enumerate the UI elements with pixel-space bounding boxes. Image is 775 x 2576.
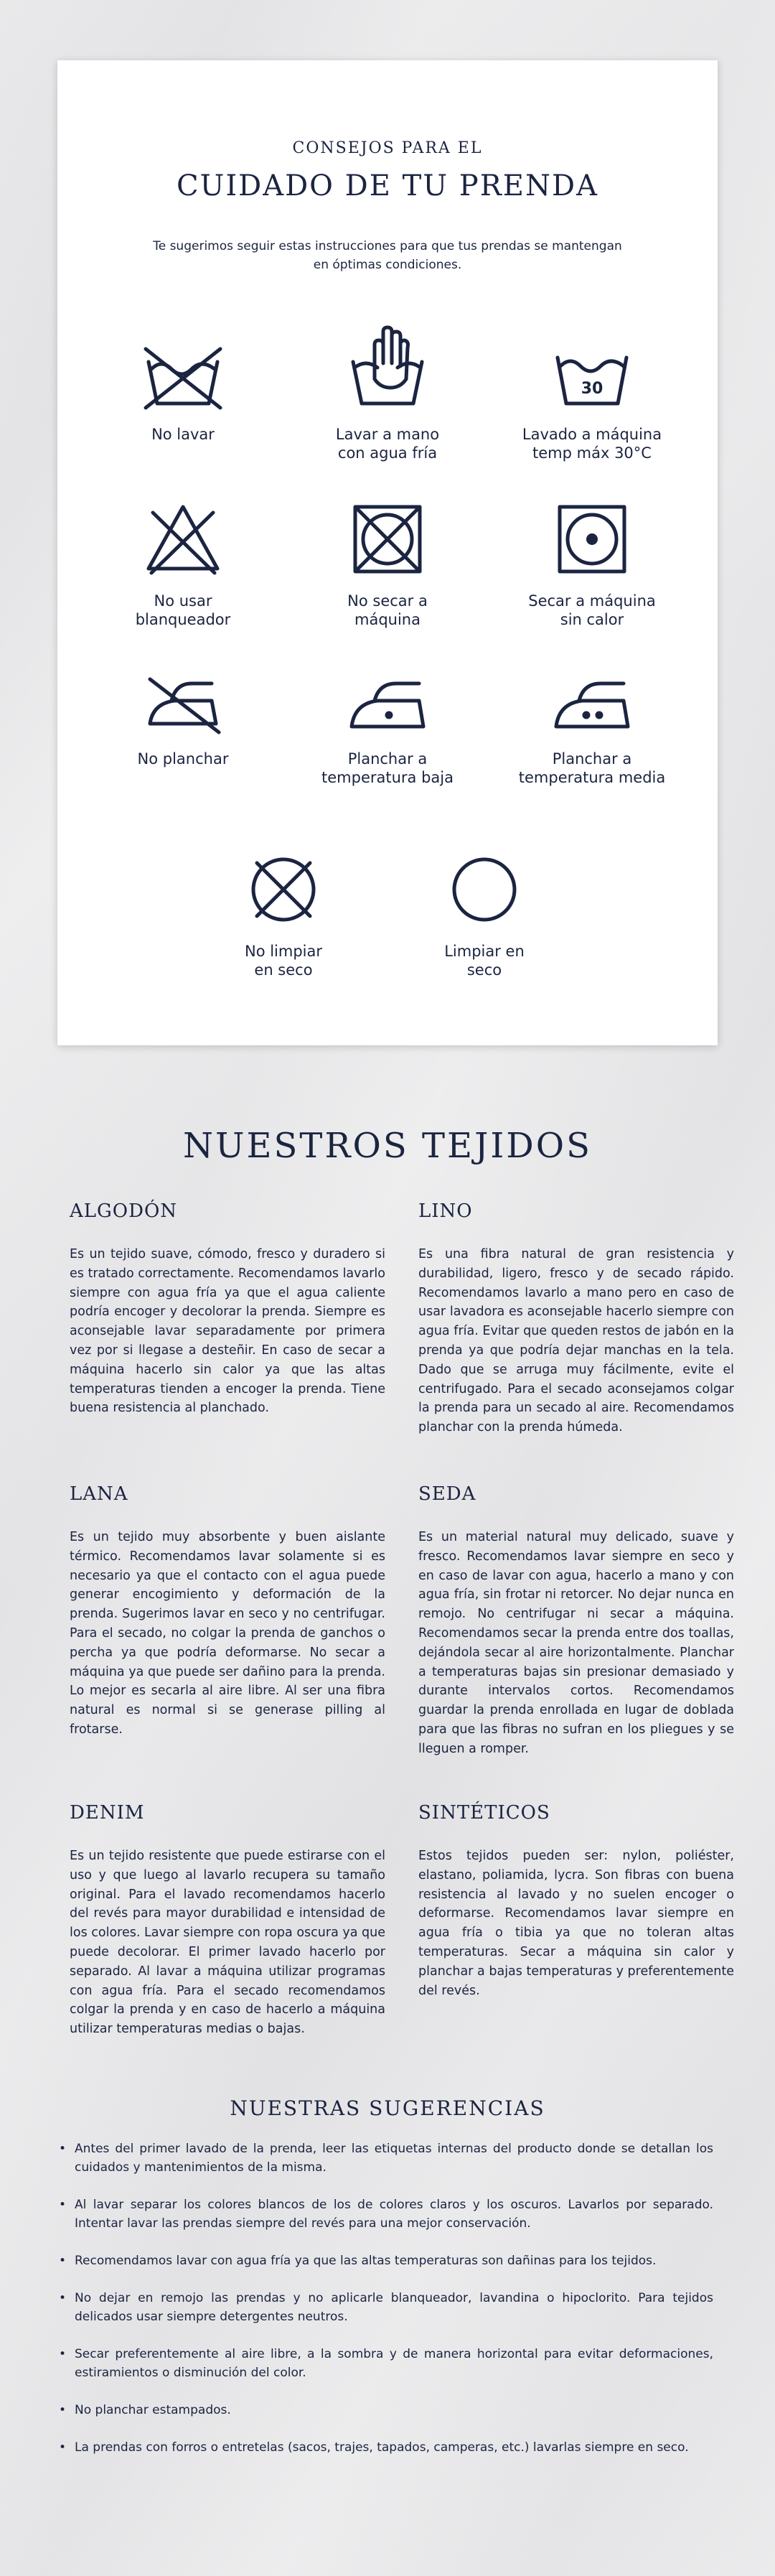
fabric-linen: [418, 1200, 734, 1437]
fabric-name: SINTÉTICOS: [418, 1802, 550, 1824]
suggestion-item: [59, 2139, 713, 2177]
suggestion-item: [59, 2195, 713, 2233]
care-item-no-iron: [75, 672, 291, 768]
fabric-description: Estos tejidos pueden ser: nylon, poliéster, elastano, poliamida, lycra. Son fibras con buena resistencia al lavado y no suelen encoger o deformarse. Recomendamos lavar siempre en agua fría o tibia ya que no toleran altas temperaturas. Secar a máquina sin calor y planchar a bajas temperaturas y preferentemente del revés.: [418, 1849, 734, 1998]
suggestion-text: Al lavar separar los colores blancos de los de colores claros y los oscuros. Lavarlos por separado. Intentar lavar las prendas siempre del revés para una mejor conservación.: [75, 2198, 713, 2231]
bullet: •: [59, 2254, 67, 2268]
fabric-name: SEDA: [418, 1483, 476, 1505]
suggestion-item: [59, 2401, 713, 2419]
fabrics-title: NUESTROS TEJIDOS: [183, 1126, 592, 1166]
bullet: •: [59, 2198, 67, 2212]
suggestion-item: [59, 2438, 713, 2457]
iron-medium-icon: [549, 672, 635, 737]
care-kicker: CONSEJOS PARA EL: [292, 139, 483, 157]
care-item-label: Planchar a temperatura baja: [321, 750, 454, 786]
no-wash-icon: [140, 340, 226, 412]
fabric-description: Es un material natural muy delicado, suave y fresco. Recomendamos lavar siempre en seco y en caso de lavar con agua, hacerlo a mano y con agua fría, sin frotar ni retorcer. No dejar nunca en remojo. No centrifugar ni secar a máquina. Recomendamos secar la prenda entre dos toallas, dejándola secar al aire horizontalmente. Planchar a temperaturas bajas sin presionar demasiado y durante intervalos cortos. Recomendamos guardar la prenda enrollada en lugar de doblada para que las fibras no sufran en los pliegues y se lleguen a romper.: [418, 1530, 734, 1756]
hand-wash-icon: [344, 319, 431, 412]
care-item-hand-wash: [280, 319, 495, 462]
suggestion-text: Secar preferentemente al aire libre, a la sombra y de manera horizontal para evitar deformaciones, estiramientos o disminución del color.: [75, 2347, 713, 2380]
fabric-name: DENIM: [70, 1802, 145, 1824]
dry-clean-icon: [445, 850, 524, 929]
care-item-tumble-dry-no-heat: [484, 500, 700, 629]
care-item-machine-wash-30: [484, 340, 700, 462]
no-bleach-icon: [140, 500, 226, 579]
bullet: •: [59, 2347, 67, 2361]
care-item-label: Lavar a mano con agua fría: [335, 426, 440, 462]
suggestion-text: La prendas con forros o entretelas (sacos, trajes, tapados, camperas, etc.) lavarlas siempre en seco.: [75, 2440, 689, 2455]
care-item-iron-medium: [484, 672, 700, 787]
fabric-synthetics: [418, 1802, 734, 2000]
fabric-wool: [70, 1483, 385, 1740]
suggestion-item: [59, 2345, 713, 2382]
fabric-description: Es un tejido suave, cómodo, fresco y duradero si es tratado correctamente. Recomendamos lavarlo siempre con agua fría ya que el agua caliente podría encoger y decolorar la prenda. Siempre es aconsejable lavar separadamente por primera vez por si llegase a desteñir. En caso de secar a máquina hacerlo sin calor ya que las altas temperaturas tienden a encoger la prenda. Tiene buena resistencia al planchado.: [70, 1247, 385, 1416]
no-iron-icon: [140, 672, 226, 737]
care-item-label: Lavado a máquina temp máx 30°C: [522, 426, 662, 462]
suggestions-list: [59, 2139, 713, 2457]
care-item-label: Secar a máquina sin calor: [528, 592, 656, 628]
care-item-label: No secar a máquina: [347, 592, 428, 628]
care-item-label: No planchar: [137, 750, 229, 767]
suggestions-title: NUESTRAS SUGERENCIAS: [230, 2096, 545, 2120]
suggestion-item: [59, 2251, 713, 2270]
no-tumble-dry-icon: [348, 500, 427, 579]
care-item-label: No lavar: [151, 426, 215, 443]
bullet: •: [59, 2142, 67, 2156]
bullet: •: [59, 2403, 67, 2417]
fabric-denim: [70, 1802, 385, 2039]
care-intro: Te sugerimos seguir estas instrucciones para que tus prendas se mantengan en óptimas condiciones.: [153, 239, 622, 272]
fabric-name: ALGODÓN: [70, 1200, 178, 1222]
care-item-label: Limpiar en seco: [444, 943, 525, 979]
care-item-no-dry-clean: [176, 850, 391, 979]
suggestion-text: Recomendamos lavar con agua fría ya que las altas temperaturas son dañinas para los tejidos.: [75, 2254, 657, 2268]
bullet: •: [59, 2440, 67, 2455]
machine-wash-30-icon: [549, 340, 635, 412]
care-title: CUIDADO DE TU PRENDA: [177, 169, 598, 202]
fabric-description: Es un tejido muy absorbente y buen aislante térmico. Recomendamos lavar solamente si es necesario ya que el contacto con el agua puede generar encogimiento y deformación de la prenda. Sugerimos lavar en seco y no centrifugar. Para el secado, no colgar la prenda de ganchos o percha ya que podría deformarse. No secar a máquina ya que puede ser dañino para la prenda. Lo mejor es secarla al aire libre. Al ser una fibra natural es normal si se generase pilling al frotarse.: [70, 1530, 385, 1737]
bullet: •: [59, 2291, 67, 2305]
fabric-description: Es un tejido resistente que puede estirarse con el uso y que luego al lavarlo recupera su tamaño original. Para el lavado recomendamos hacerlo del revés para mayor durabilidad e intensidad de los colores. Lavar siempre con ropa oscura ya que puede decolorar. El primer lavado hacerlo por separado. Al lavar a máquina utilizar programas con agua fría. Para el secado recomendamos colgar la prenda y en caso de hacerlo a máquina utilizar temperaturas medias o bajas.: [70, 1849, 385, 2037]
suggestion-text: Antes del primer lavado de la prenda, leer las etiquetas internas del producto donde se detallan los cuidados y mantenimientos de la misma.: [75, 2142, 713, 2175]
iron-low-icon: [344, 672, 431, 737]
fabric-name: LANA: [70, 1483, 128, 1505]
care-item-no-wash: [75, 340, 291, 444]
care-item-dry-clean: [377, 850, 592, 979]
fabric-cotton: [70, 1200, 385, 1418]
care-item-label: Planchar a temperatura media: [518, 750, 666, 786]
suggestion-text: No planchar estampados.: [75, 2403, 231, 2417]
no-dry-clean-icon: [244, 850, 323, 929]
care-card: [57, 60, 718, 1045]
tumble-dry-no-heat-icon: [553, 500, 631, 579]
care-item-label: No limpiar en seco: [244, 943, 323, 979]
care-item-iron-low: [280, 672, 495, 787]
fabric-name: LINO: [418, 1200, 473, 1222]
suggestion-item: [59, 2289, 713, 2326]
wash-temperature-label: 30: [581, 380, 603, 398]
care-item-no-tumble-dry: [280, 500, 495, 629]
suggestion-text: No dejar en remojo las prendas y no aplicarle blanqueador, lavandina o hipoclorito. Para tejidos delicados usar siempre detergentes neutros.: [75, 2291, 713, 2324]
care-item-label: No usar blanqueador: [135, 592, 231, 628]
fabric-silk: [418, 1483, 734, 1759]
fabric-description: Es una fibra natural de gran resistencia y durabilidad, ligero, fresco y de secado rápido. Recomendamos lavarlo a mano pero en caso de usar lavadora es aconsejable hacerlo siempre con agua fría. Evitar que queden restos de jabón en la prenda ya que podría dejar manchas en la tela. Dado que se arruga muy fácilmente, evite el centrifugado. Para el secado aconsejamos colgar la prenda para un secado al aire. Recomendamos planchar con la prenda húmeda.: [418, 1247, 734, 1435]
care-item-no-bleach: [75, 500, 291, 629]
